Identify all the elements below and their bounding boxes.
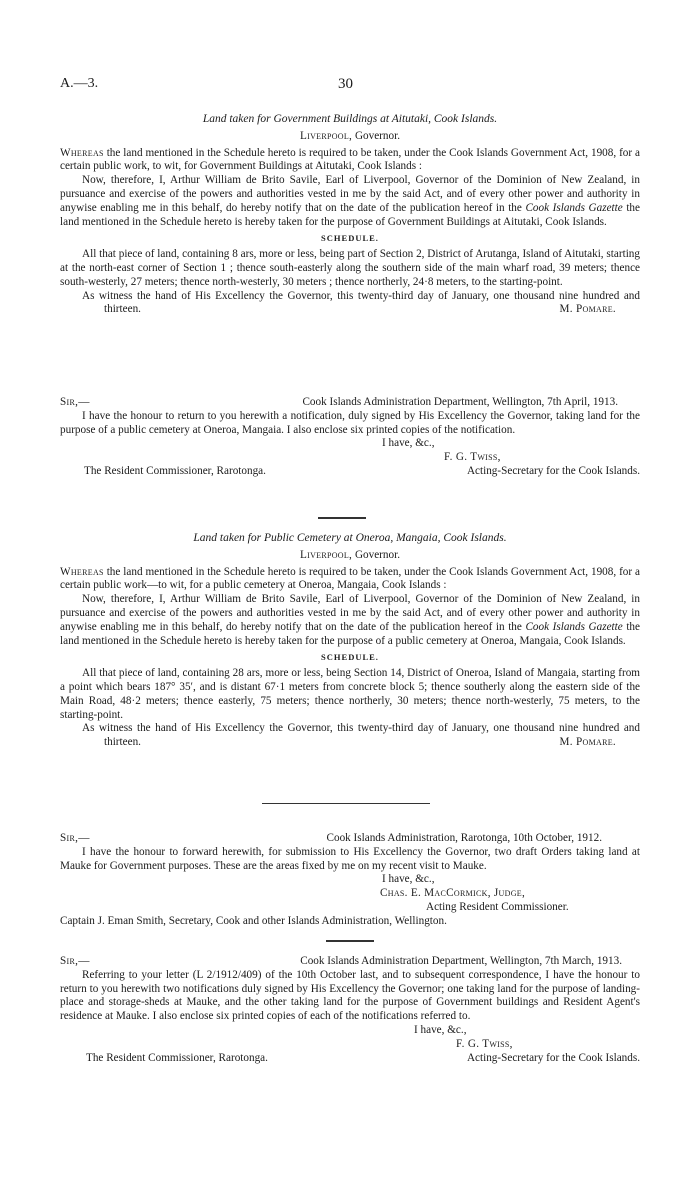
sender-title: Acting-Secretary for the Cook Islands. (466, 464, 640, 477)
witness-paragraph: As witness the hand of His Excellency the Governor, this twenty-third day of January, one thousand nine hundred and thirteen. M. Pomare. (82, 289, 640, 316)
notice-title: Land taken for Public Cemetery at Oneroa, Mangaia, Cook Islands. (193, 532, 507, 544)
section-divider (326, 940, 374, 942)
sender-name: Chas. E. MacCormick, Judge, (380, 887, 526, 900)
parliamentary-paper-ref: A.—3. (60, 76, 99, 91)
letter-origin: Cook Islands Administration Department, Wellington, 7th March, 1913. (300, 955, 622, 967)
witness-paragraph: As witness the hand of His Excellency the Governor, this twenty-third day of January, one thousand nine hundred and thirteen. M. Pomare. (82, 722, 640, 749)
recipient: Captain J. Eman Smith, Secretary, Cook and other Islands Administration, Wellington. (60, 914, 447, 927)
letter-origin: Cook Islands Administration, Rarotonga, 10th October, 1912. (326, 832, 602, 844)
whereas-paragraph: Whereas the land mentioned in the Schedule hereto is required to be taken, under the Cook Islands Government Act, 1908, for a certain public work, to wit, for Government Buildings at Aitutaki, Cook Islands : (60, 146, 641, 173)
letter-body: Referring to your letter (L 2/1912/409) of the 10th October last, and to subsequent correspondence, I have the honour to return to you herewith two notifications duly signed by His Excellency the Governor; one taking land for the purpose of landing-place and storage-sheds at Mauke, and the other taking land for the purpose of Government buildings and Resident Agent's residence at Mauke. I also enclose six printed copies of each of the notifications referred to. (60, 968, 640, 1023)
letter-heading (60, 955, 640, 969)
salutation: Sir,— (60, 955, 90, 967)
now-therefore-paragraph: Now, therefore, I, Arthur William de Brito Savile, Earl of Liverpool, Governor of the Dominion of New Zealand, in pursuance and exercise of the powers and authorities vested in me by the said Act, and of every other power and authority in anywise enabling me in this behalf, do hereby notify that on the date of the publication hereof in the Cook Islands Gazette the land mentioned in the Schedule hereto is hereby taken for the purpose of a public cemetery at Oneroa, Mangaia, Cook Islands. (60, 593, 640, 647)
sender-name: F. G. Twiss, (444, 451, 501, 464)
whereas-word: Whereas (60, 146, 104, 159)
section-divider-long (262, 803, 430, 804)
page-number: 30 (338, 76, 353, 92)
schedule-text: All that piece of land, containing 28 ars, more or less, being Section 14, District of Oneroa, Island of Mangaia, starting from a point which bears 187° 35′, and is distant 67·1 meters from concrete block 5; thence southerly along the eastern side of the Main Road, 48·2 meters; thence easterly, 75 meters; thence northerly, 30 meters; thence north-westerly, 75 meters, to the starting-point. (60, 667, 640, 721)
letter-body: I have the honour to forward herewith, for submission to His Excellency the Governor, two draft Orders taking land at Mauke for Government purposes. These are the areas fixed by me on my recent visit to Mauke. (60, 845, 640, 872)
governor-title: Governor. (354, 129, 401, 142)
notice-aitutaki (60, 113, 640, 317)
whereas-word: Whereas (60, 565, 104, 578)
letter-closing: I have, &c., (382, 873, 435, 886)
governor-name: Liverpool, (299, 129, 353, 142)
salutation: Sir,— (60, 396, 90, 408)
whereas-paragraph: Whereas the land mentioned in the Schedule hereto is required to be taken, under the Cook Islands Government Act, 1908, for a certain public work—to wit, for a public cemetery at Oneroa, Mangaia, Cook Islands : (60, 565, 641, 592)
letter-origin: Cook Islands Administration Department, Wellington, 7th April, 1913. (302, 396, 618, 408)
schedule-text: All that piece of land, containing 8 ars, more or less, being part of Section 2, District of Arutanga, Island of Aitutaki, starting at the north-east corner of Section 1 ; thence south-easterly along the southern side of the main wharf road, 39 meters; thence south-westerly, 27 meters; thence north-westerly, 30 meters ; thence northerly, 24·8 meters, to the starting-point. (60, 248, 640, 288)
gazette-name: Cook Islands Gazette (525, 201, 623, 214)
section-divider (318, 517, 366, 519)
letter-footer (60, 1052, 640, 1066)
letter-closing: I have, &c., (382, 437, 435, 450)
now-therefore-paragraph: Now, therefore, I, Arthur William de Brito Savile, Earl of Liverpool, Governor of the Dominion of New Zealand, in pursuance and exercise of the powers and authorities vested in me by the said Act, and of every other power and authority in anywise enabling me in this behalf, do hereby notify that on the date of the publication hereof in the Cook Islands Gazette the land mentioned in the Schedule hereto is hereby taken for the purpose of Government Buildings at Aitutaki, Cook Islands. (60, 174, 640, 228)
notice-oneroa (60, 532, 640, 750)
signatory: M. Pomare. (559, 303, 616, 316)
letter-mauke-draft-orders (60, 832, 640, 929)
signatory: M. Pomare. (559, 736, 616, 749)
letter-heading (60, 396, 640, 410)
letter-mauke-notifications (60, 955, 640, 1065)
schedule-heading: SCHEDULE. (321, 652, 379, 663)
letter-footer (60, 465, 640, 479)
sender-title: Acting Resident Commissioner. (426, 900, 569, 913)
sender-title: Acting-Secretary for the Cook Islands. (466, 1051, 640, 1064)
governor-line (60, 549, 640, 563)
sender-name: F. G. Twiss, (456, 1037, 513, 1050)
schedule-heading: SCHEDULE. (321, 233, 379, 244)
letter-body: I have the honour to return to you herewith a notification, duly signed by His Excellency the Governor, taking land for the purpose of a public cemetery at Oneroa, Mangaia. I also enclose six printed copies of the notification. (60, 409, 640, 436)
recipient: The Resident Commissioner, Rarotonga. (86, 1051, 268, 1064)
letter-heading (60, 832, 640, 846)
letter-closing: I have, &c., (414, 1023, 467, 1036)
governor-title: Governor. (354, 548, 401, 561)
recipient: The Resident Commissioner, Rarotonga. (84, 464, 266, 477)
notice-title: Land taken for Government Buildings at Aitutaki, Cook Islands. (202, 113, 498, 125)
governor-line (60, 130, 640, 144)
gazette-name: Cook Islands Gazette (525, 620, 623, 633)
governor-name: Liverpool, (299, 548, 353, 561)
salutation: Sir,— (60, 832, 90, 844)
letter-cemetery-notification (60, 396, 640, 479)
